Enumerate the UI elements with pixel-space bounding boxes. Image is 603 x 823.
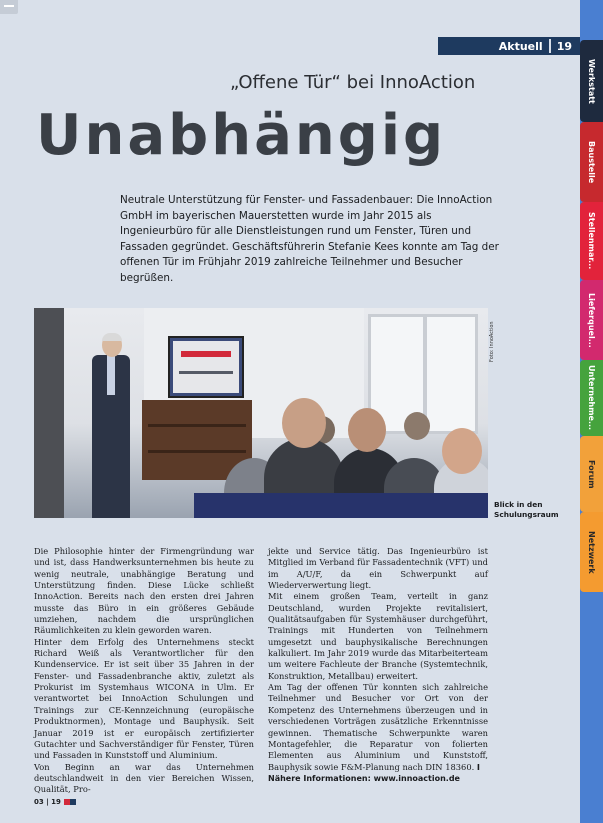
page-corner-marker — [0, 0, 18, 14]
tab-forum[interactable] — [580, 436, 603, 512]
body-paragraph — [268, 682, 488, 773]
body-paragraph: Hinter dem Erfolg des Unternehmens steckt Richard Weiß als Verantwortlicher für den Kundenservice. Er ist seit über 35 Jahren in der Fenster- und Fassadenbranche aktiv, zuletzt als Prokurist im Systemhaus WICONA in Ulm. Er verantwortet bei InnoAction Schulungen und Trainings zur CE-Kennzeichnung (europäische Produktnormen), Montage und Bauphysik. Seit Januar 2019 ist er europäisch zertifizierter Gutachter und Sachverständiger für Fenster, Türen und Fassaden in Kunststoff und Aluminium. — [34, 636, 254, 761]
body-paragraph: Von Beginn an war das Unternehmen deutschlandweit in den vier Bereichen Wissen, Qualität, Pro- — [34, 761, 254, 795]
article-photo — [34, 308, 488, 518]
tab-unternehmen[interactable] — [580, 360, 603, 436]
end-mark: I — [476, 761, 480, 772]
page-folio — [34, 798, 76, 806]
tab-label: Unternehme... — [587, 365, 596, 431]
section-separator — [549, 39, 551, 53]
photo-chairs — [194, 493, 488, 518]
tab-label: Netzwerk — [587, 530, 596, 574]
body-paragraph-text: Am Tag der offenen Tür konnten sich zahlreiche Teilnehmer und Besucher vor Ort von der Kompetenz des Unternehmens überzeugen und in verschiedenen Vorträgen zusätzliche Erkenntnisse gewinnen. Thematische Schwerpunkte waren Montagefehler, die Reparatur von folierten Elementen aus Aluminium und Kunststoff, Bauphysik sowie F&M-Planung nach DIN 18360. — [268, 682, 488, 772]
section-page-number: 19 — [556, 39, 572, 53]
tab-stellenmarkt[interactable] — [580, 202, 603, 280]
body-paragraph: Die Philosophie hinter der Firmengründung war und ist, dass Handwerksunternehmen bis heute zu wenig neutrale, unabhängige Beratung und Unterstützung finden. Diese Lücke schließt InnoAction. Bereits nach den ersten drei Jahren musste das Büro in ein größeres Gebäude umziehen, nachdem die ursprünglichen Räumlichkeiten zu klein geworden waren. — [34, 546, 254, 636]
photo-curtain — [34, 308, 64, 518]
tab-label: Stellenmar... — [587, 212, 596, 270]
folio-number: 03 | 19 — [34, 798, 61, 806]
article-kicker: „Offene Tür“ bei InnoAction — [230, 72, 476, 93]
tab-werkstatt[interactable] — [580, 40, 603, 122]
photo-caption: Blick in den Schulungsraum — [494, 500, 559, 519]
body-paragraph: Mit einem großen Team, verteilt in ganz Deutschland, wurden Projekte revitalisiert, Qualitätsaufgaben für Systemhäuser durchgeführt, Trainings mit Hunderten von Teilnehmern umgesetzt und bauphysikalische Berechnungen kalkuliert. Im Jahr 2019 wurde das Mitarbeiterteam um weitere Fachleute der Branche (Systemtechnik, Konstruktion, Metallbau) erweitert. — [268, 591, 488, 681]
body-paragraph: jekte und Service tätig. Das Ingenieurbüro ist Mitglied im Verband für Fassadentechnik (VFT) und im A/U/F, da ein Schwerpunkt auf Wiederverwertung liegt. — [268, 546, 488, 591]
more-info-link[interactable]: Nähere Informationen: www.innoaction.de — [268, 773, 460, 783]
tab-label: Werkstatt — [587, 58, 596, 104]
photo-credit: Foto: InnoAction — [489, 321, 495, 362]
tab-label: Baustelle — [587, 140, 596, 184]
tab-label: Lieferquel... — [587, 292, 596, 348]
tab-netzwerk[interactable] — [580, 512, 603, 592]
article-headline: Unabhängig — [36, 103, 447, 168]
section-label — [438, 37, 580, 55]
tab-lieferquellen[interactable] — [580, 280, 603, 360]
tab-label: Forum — [587, 459, 596, 489]
magazine-logo-icon — [64, 799, 76, 805]
article-lead: Neutrale Unterstützung für Fenster- und Fassadenbauer: Die InnoAction GmbH im bayerischen Mauerstetten wurde im Jahr 2015 als Ingenieurbüro für alle Dienstleistungen rund um Fenster, Türen und Fassaden gegründet. Geschäftsführerin Stefanie Kees konnte am Tag der offenen Tür im Frühjahr 2019 zahlreiche Teilnehmer und Besucher begrüßen. — [120, 194, 499, 284]
section-name: Aktuell — [498, 39, 543, 53]
body-column-left — [34, 546, 254, 796]
body-column-right — [268, 546, 488, 784]
photo-speaker — [92, 333, 130, 518]
tab-baustelle[interactable] — [580, 122, 603, 202]
photo-presentation-screen — [168, 336, 244, 398]
